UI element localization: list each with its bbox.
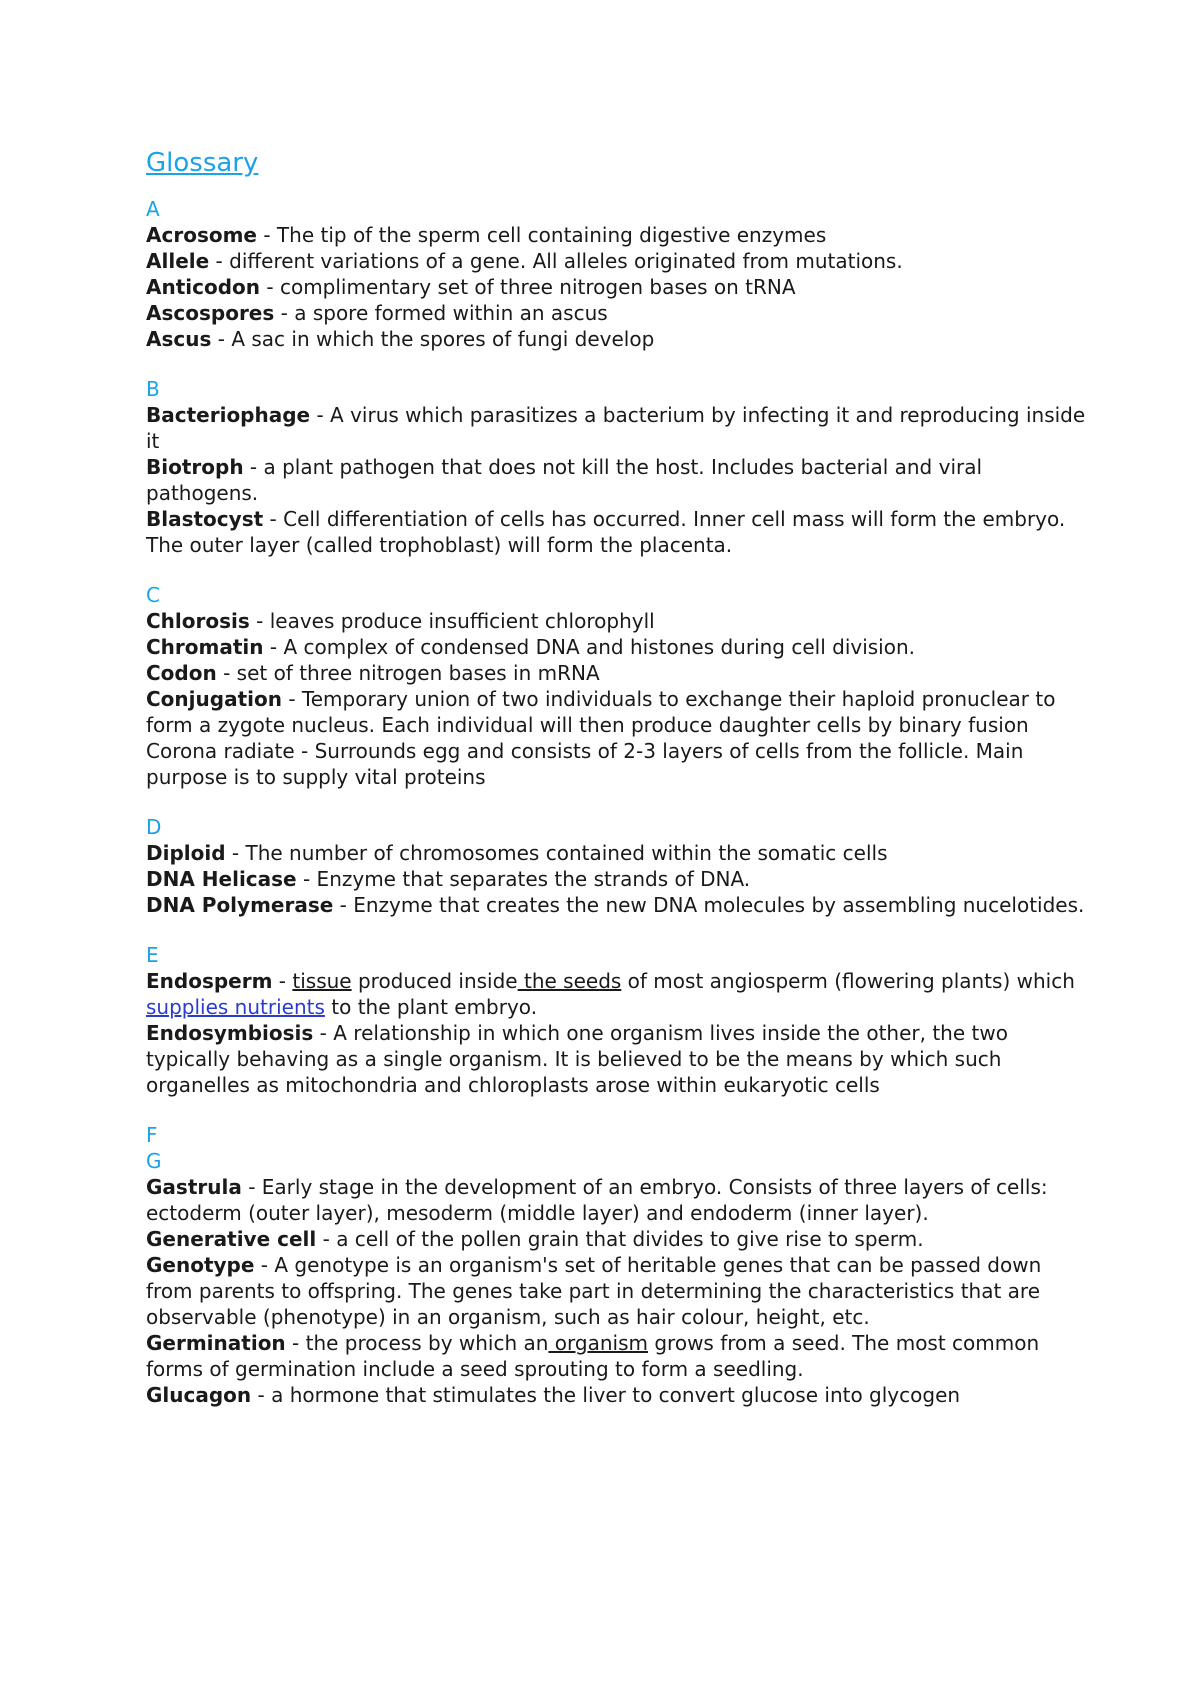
definition: - Early stage in the development of an embryo. Consists of three layers of cells: ectoderm (outer layer), mesoderm (middle layer) and endoderm (inner layer). bbox=[146, 1175, 1048, 1225]
entry-bacteriophage bbox=[146, 402, 1086, 454]
section-letter: G bbox=[146, 1149, 162, 1173]
term: DNA Helicase bbox=[146, 867, 297, 891]
term: Conjugation bbox=[146, 687, 282, 711]
term: Diploid bbox=[146, 841, 226, 865]
underlined-tissue: tissue bbox=[292, 969, 352, 993]
definition: - A virus which parasitizes a bacterium by infecting it and reproducing inside it bbox=[146, 403, 1086, 453]
term: Blastocyst bbox=[146, 507, 264, 531]
term: Anticodon bbox=[146, 275, 261, 299]
term: Codon bbox=[146, 661, 217, 685]
term: DNA Polymerase bbox=[146, 893, 334, 917]
definition-part: - the process by which an bbox=[285, 1331, 549, 1355]
section-b bbox=[146, 376, 1086, 558]
entry-biotroph bbox=[146, 454, 1086, 506]
term: Chlorosis bbox=[146, 609, 250, 633]
definition: - Enzyme that creates the new DNA molecules by assembling nucelotides. bbox=[333, 893, 1085, 917]
definition: - The number of chromosomes contained within the somatic cells bbox=[225, 841, 888, 865]
definition: - set of three nitrogen bases in mRNA bbox=[216, 661, 600, 685]
entry-endosymbiosis bbox=[146, 1020, 1086, 1098]
definition: - Enzyme that separates the strands of DNA. bbox=[296, 867, 751, 891]
definition: - The tip of the sperm cell containing digestive enzymes bbox=[257, 223, 827, 247]
entry-dna-polymerase bbox=[146, 892, 1086, 918]
term: Gastrula bbox=[146, 1175, 242, 1199]
entry-acrosome bbox=[146, 222, 1086, 248]
section-e bbox=[146, 942, 1086, 1098]
section-letter: A bbox=[146, 197, 160, 221]
entry-ascus bbox=[146, 326, 1086, 352]
section-letter: D bbox=[146, 815, 162, 839]
glossary-title: Glossary bbox=[146, 148, 259, 178]
term: Ascus bbox=[146, 327, 212, 351]
term: Germination bbox=[146, 1331, 286, 1355]
entry-generative-cell bbox=[146, 1226, 1086, 1252]
entry-diploid bbox=[146, 840, 1086, 866]
entry-genotype bbox=[146, 1252, 1086, 1330]
definition: - Cell differentiation of cells has occurred. Inner cell mass will form the embryo. The outer layer (called trophoblast) will form the placenta. bbox=[146, 507, 1066, 557]
entry-endosperm bbox=[146, 968, 1086, 1020]
term: Biotroph bbox=[146, 455, 244, 479]
term: Generative cell bbox=[146, 1227, 317, 1251]
entry-anticodon bbox=[146, 274, 1086, 300]
entry-corona-radiate: Corona radiate - Surrounds egg and consists of 2-3 layers of cells from the follicle. Main purpose is to supply vital proteins bbox=[146, 739, 1024, 789]
term: Endosymbiosis bbox=[146, 1021, 314, 1045]
section-a bbox=[146, 196, 1086, 352]
definition: - complimentary set of three nitrogen bases on tRNA bbox=[260, 275, 796, 299]
definition: - A relationship in which one organism lives inside the other, the two typically behaving as a single organism. It is believed to be the means by which such organelles as mitochondria and chloroplasts arose within eukaryotic cells bbox=[146, 1021, 1008, 1097]
definition-part: - bbox=[272, 969, 293, 993]
entry-allele bbox=[146, 248, 1086, 274]
section-f-g bbox=[146, 1122, 1086, 1408]
term: Chromatin bbox=[146, 635, 264, 659]
definition: - A complex of condensed DNA and histones during cell division. bbox=[263, 635, 916, 659]
entry-blastocyst bbox=[146, 506, 1086, 558]
definition-part: of most angiosperm (flowering plants) which bbox=[621, 969, 1075, 993]
term: Glucagon bbox=[146, 1383, 252, 1407]
term: Allele bbox=[146, 249, 210, 273]
definition-part: grows from a seed. The most common forms of germination include a seed sprouting to form a seedling. bbox=[146, 1331, 1040, 1381]
supplies-nutrients-link[interactable]: supplies nutrients bbox=[146, 995, 325, 1019]
definition: - A sac in which the spores of fungi develop bbox=[211, 327, 655, 351]
section-c bbox=[146, 582, 1086, 790]
term: Genotype bbox=[146, 1253, 255, 1277]
definition: - a cell of the pollen grain that divides to give rise to sperm. bbox=[316, 1227, 924, 1251]
definition: - leaves produce insufficient chlorophyll bbox=[249, 609, 655, 633]
definition: - A genotype is an organism's set of heritable genes that can be passed down from parents to offspring. The genes take part in determining the characteristics that are observable (phenotype) in an organism, such as hair colour, height, etc. bbox=[146, 1253, 1042, 1329]
entry-ascospores bbox=[146, 300, 1086, 326]
entry-gastrula bbox=[146, 1174, 1086, 1226]
entry-glucagon bbox=[146, 1382, 1086, 1408]
entry-chromatin bbox=[146, 634, 1086, 660]
entry-codon bbox=[146, 660, 1086, 686]
entry-germination bbox=[146, 1330, 1086, 1382]
definition: - Temporary union of two individuals to exchange their haploid pronuclear to form a zygote nucleus. Each individual will then produce daughter cells by binary fusion bbox=[146, 687, 1056, 737]
section-letter: B bbox=[146, 377, 160, 401]
section-letter: F bbox=[146, 1123, 158, 1147]
section-letter: E bbox=[146, 943, 159, 967]
definition: - a spore formed within an ascus bbox=[274, 301, 608, 325]
entry-dna-helicase bbox=[146, 866, 1086, 892]
definition: - a plant pathogen that does not kill the host. Includes bacterial and viral pathogens. bbox=[146, 455, 983, 505]
section-d bbox=[146, 814, 1086, 918]
section-letter: C bbox=[146, 583, 160, 607]
entry-conjugation bbox=[146, 686, 1086, 738]
underlined-organism: organism bbox=[548, 1331, 648, 1355]
underlined-seeds: the seeds bbox=[517, 969, 622, 993]
definition-part: produced inside bbox=[351, 969, 518, 993]
definition: - a hormone that stimulates the liver to convert glucose into glycogen bbox=[251, 1383, 961, 1407]
entry-chlorosis bbox=[146, 608, 1086, 634]
term: Bacteriophage bbox=[146, 403, 311, 427]
definition-part: to the plant embryo. bbox=[324, 995, 538, 1019]
definition: - different variations of a gene. All alleles originated from mutations. bbox=[209, 249, 903, 273]
term: Ascospores bbox=[146, 301, 275, 325]
term: Acrosome bbox=[146, 223, 257, 247]
document-page bbox=[146, 146, 1086, 1432]
term: Endosperm bbox=[146, 969, 273, 993]
